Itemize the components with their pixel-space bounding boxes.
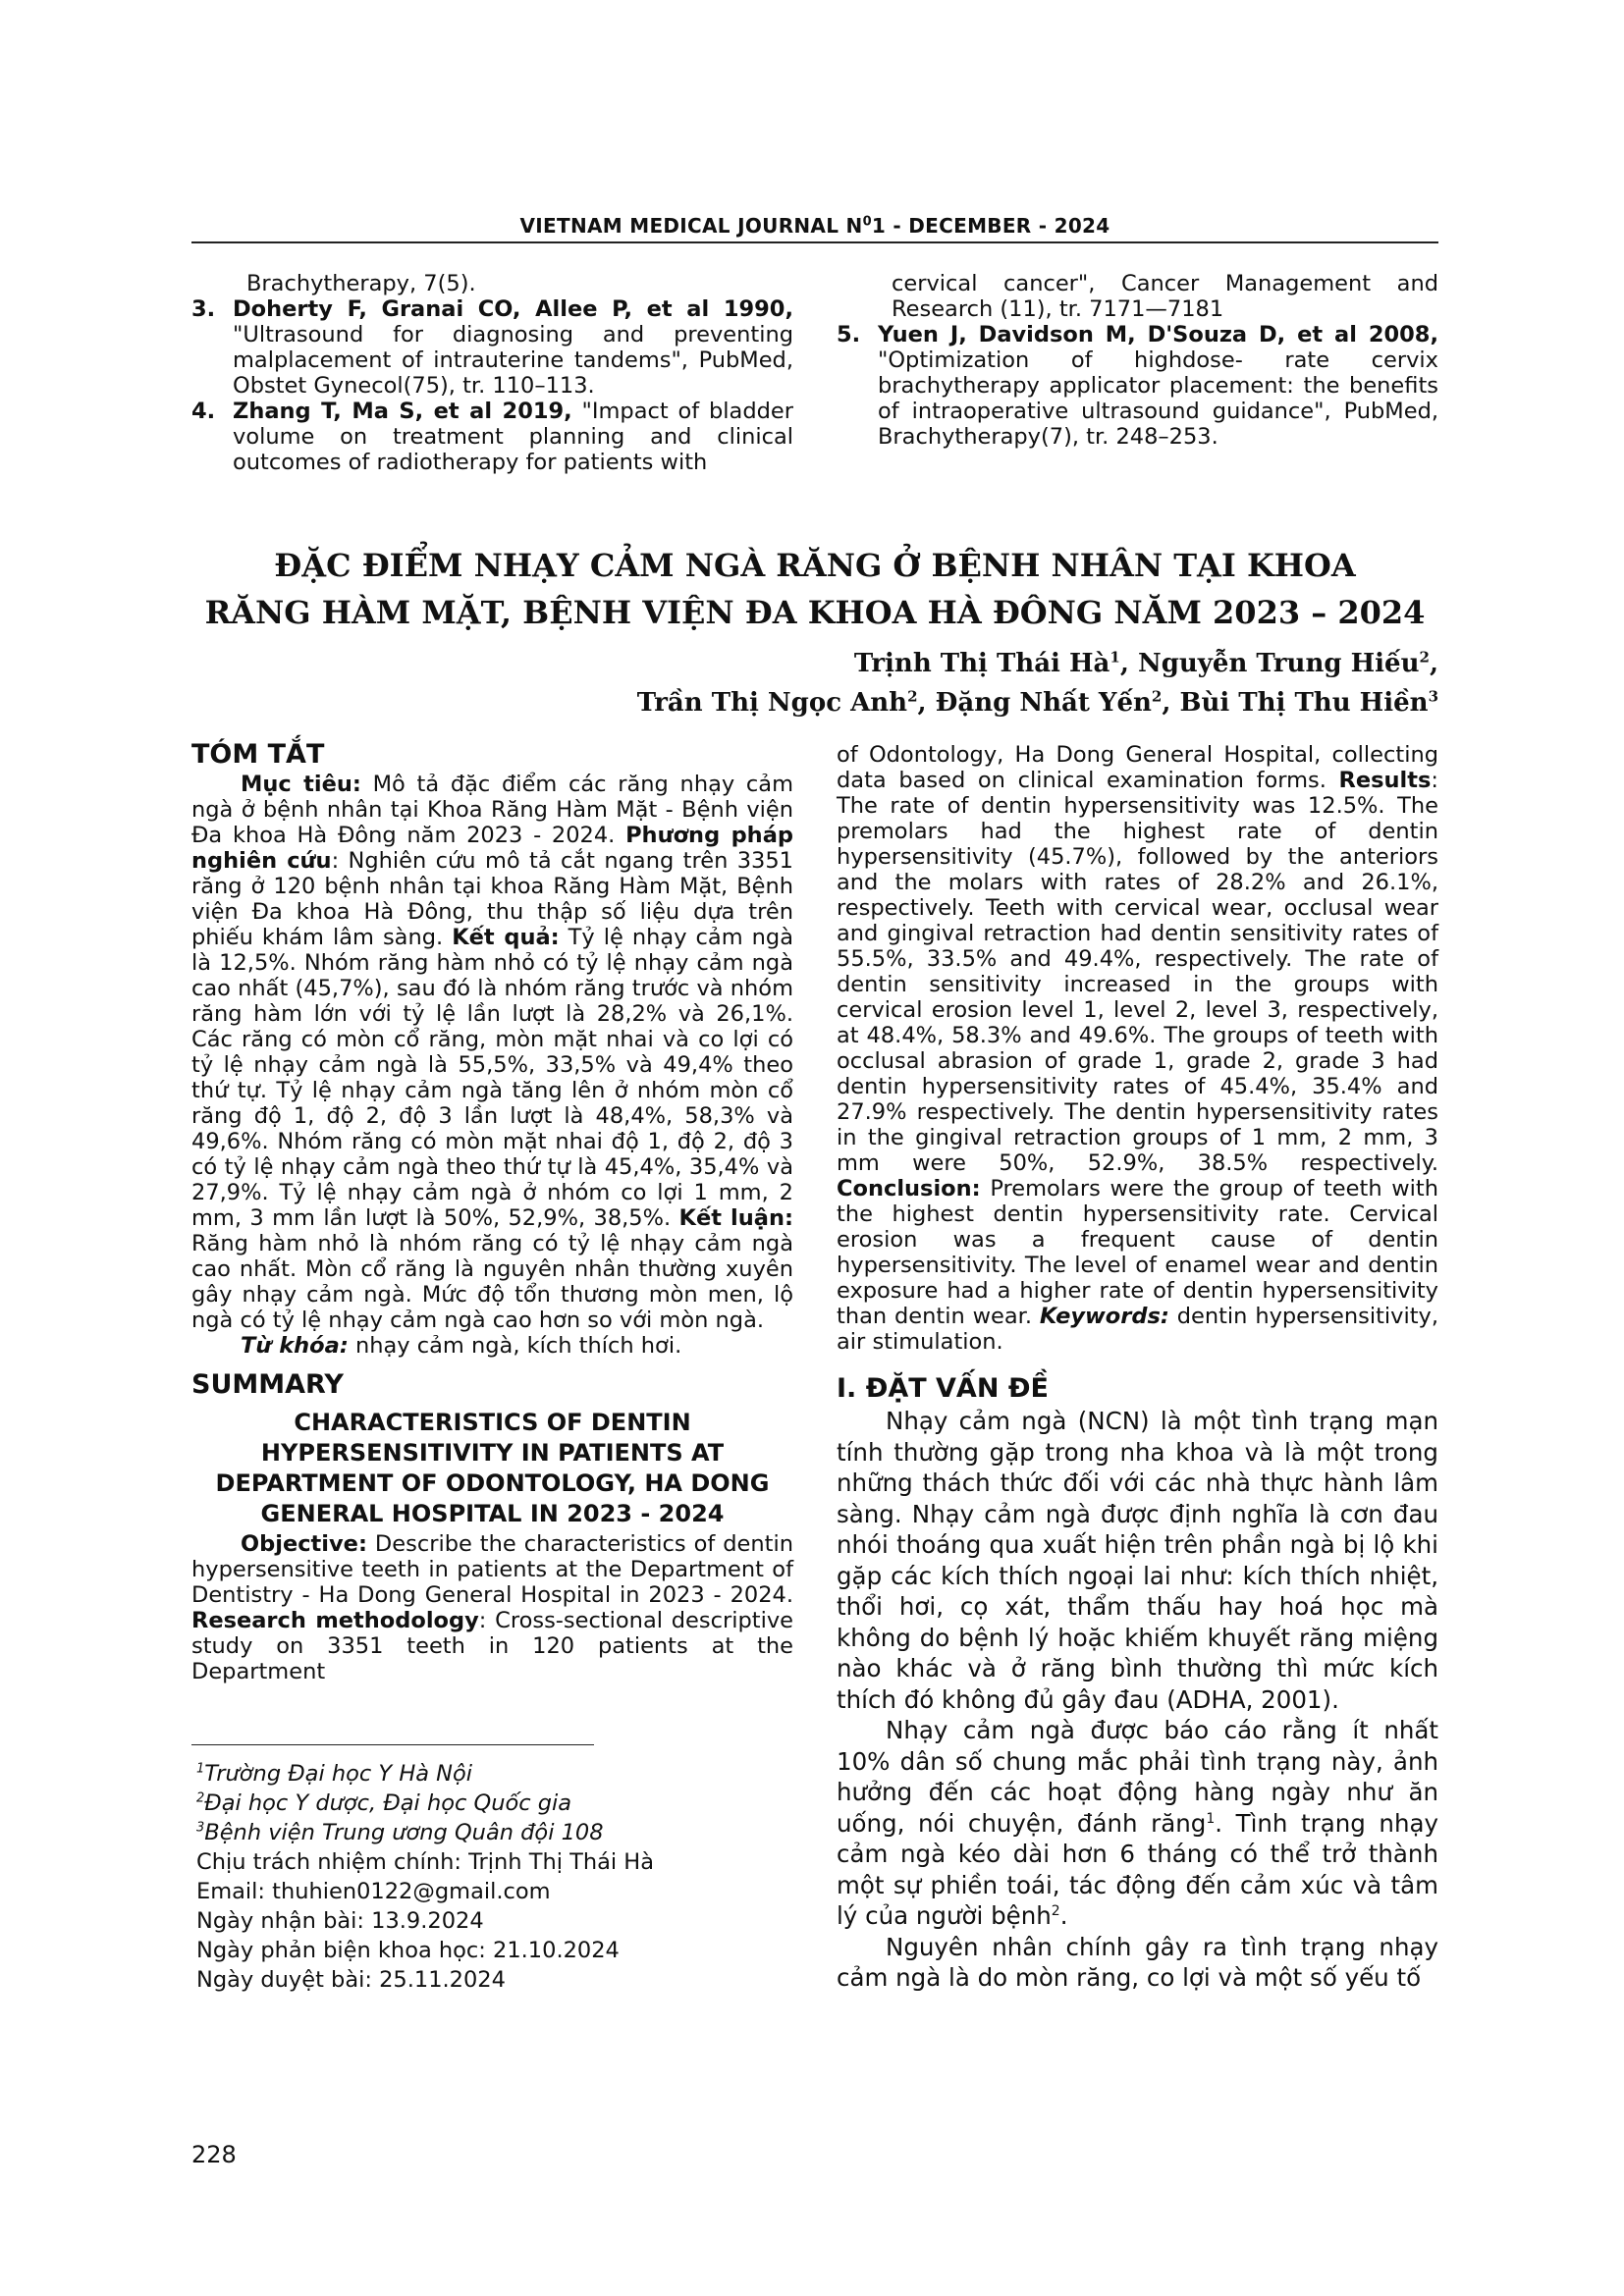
page-number: 228: [191, 2141, 237, 2168]
abstract-en: Objective: Describe the characteristics of dentin hypersensitive teeth in patients at the Department of Dentistry - Ha Dong General Hospital in 2023 - 2024. Research methodology: Cross-sectional descriptive study on 3351 teeth in 120 patients at the Department: [191, 1531, 793, 1684]
summary-title: CHARACTERISTICS OF DENTIN HYPERSENSITIVITY IN PATIENTS AT DEPARTMENT OF ODONTOLOGY, HA DONG GENERAL HOSPITAL IN 2023 - 2024: [215, 1409, 770, 1527]
contact-email: Email: thuhien0122@gmail.com: [196, 1879, 551, 1904]
affiliation: $^3$Bệnh viện Trung ương Quân đội 108: [196, 1820, 604, 1845]
footnote-rule: [191, 1744, 594, 1745]
references-right: [837, 271, 1438, 450]
author-name: Trịnh Thị Thái Hà: [853, 649, 1110, 678]
reference-item: 4. Zhang T, Ma S, et al 2019, "Impact of bladder volume on treatment planning and clinical outcomes of radiotherapy for patients with: [191, 399, 793, 475]
abstract-vi: Mục tiêu: Mô tả đặc điểm các răng nhạy cảm ngà ở bệnh nhân tại Khoa Răng Hàm Mặt - Bệnh viện Đa khoa Hà Đông năm 2023 - 2024. Phương pháp nghiên cứu: Nghiên cứu mô tả cắt ngang trên 3351 răng ở 120 bệnh nhân tại khoa Răng Hàm Mặt, Bệnh viện Đa khoa Hà Đông, thu thập số liệu dựa trên phiếu khám lâm sàng. Kết quả: Tỷ lệ nhạy cảm ngà là 12,5%. Nhóm răng hàm nhỏ có tỷ lệ nhạy cảm ngà cao nhất (45,7%), sau đó là nhóm răng trước và nhóm răng hàm lớn với tỷ lệ lần lượt là 28,2% và 26,1%. Các răng có mòn cổ răng, mòn mặt nhai và co lợi có tỷ lệ nhạy cảm ngà là 55,5%, 33,5% và 49,4% theo thứ tự. Tỷ lệ nhạy cảm ngà tăng lên ở nhóm mòn cổ răng độ 1, độ 2, độ 3 lần lượt là 48,4%, 58,3% và 49,6%. Nhóm răng có mòn mặt nhai độ 1, độ 2, độ 3 có tỷ lệ nhạy cảm ngà theo thứ tự là 45,4%, 35,4% và 27,9%. Tỷ lệ nhạy cảm ngà ở nhóm co lợi 1 mm, 2 mm, 3 mm lần lượt là 50%, 52,9%, 38,5%. Kết luận: Răng hàm nhỏ là nhóm răng có tỷ lệ nhạy cảm ngà cao nhất. Mòn cổ răng là nguyên nhân thường xuyên gây nhạy cảm ngà. Mức độ tổn thương mòn men, lộ ngà có tỷ lệ nhạy cảm ngà cao hơn so với mòn ngà.: [191, 772, 793, 1333]
intro-paragraph: Nguyên nhân chính gây ra tình trạng nhạy cảm ngà là do mòn răng, co lợi và một số yếu tố: [837, 1932, 1438, 1992]
summary-heading: SUMMARY: [191, 1369, 344, 1400]
responsible-author: Chịu trách nhiệm chính: Trịnh Thị Thái Hà: [196, 1849, 655, 1875]
abstract-en-continued: of Odontology, Ha Dong General Hospital, collecting data based on clinical examination forms. Results: The rate of dentin hypersensitivity was 12.5%. The premolars had the highest rate of dentin hypersensitivity (45.7%), followed by the anteriors and the molars with rates of 28.2% and 26.1%, respectively. Teeth with cervical wear, occlusal wear and gingival retraction had dentin sensitivity rates of 55.5%, 33.5% and 49.4%, respectively. The rate of dentin sensitivity increased in the groups with cervical erosion level 1, level 2, level 3, respectively, at 48.4%, 58.3% and 49.6%. The groups of teeth with occlusal abrasion of grade 1, grade 2, grade 3 had dentin hypersensitivity rates of 45.4%, 35.4% and 27.9% respectively. The dentin hypersensitivity rates in the gingival retraction groups of 1 mm, 2 mm, 3 mm were 50%, 52.9%, 38.5% respectively. Conclusion: Premolars were the group of teeth with the highest dentin hypersensitivity rate. Cervical erosion was a frequent cause of dentin hypersensitivity. The level of enamel wear and dentin exposure had a higher rate of dentin hypersensitivity than dentin wear. Keywords: dentin hypersensitivity, air stimulation.: [837, 742, 1439, 1355]
intro-paragraph: Nhạy cảm ngà (NCN) là một tình trạng mạn tính thường gặp trong nha khoa và là một trong những thách thức đối với các nhà thực hành lâm sàng. Nhạy cảm ngà được định nghĩa là cơn đau nhói thoáng qua xuất hiện trên phần ngà bị lộ khi gặp các kích thích ngoại lai như: kích thích nhiệt, thổi hơi, cọ xát, thẩm thấu hay hoá học mà không do bệnh lý hoặc khiếm khuyết răng miệng nào khác và ở răng bình thường thì mức kích thích đó không đủ gây đau (ADHA, 2001).: [837, 1407, 1438, 1714]
author-name: Bùi Thị Thu Hiền: [1179, 688, 1429, 718]
header-rule: [191, 241, 1438, 243]
title-line: RĂNG HÀM MẶT, BỆNH VIỆN ĐA KHOA HÀ ĐÔNG NĂM 2023 – 2024: [204, 594, 1426, 631]
keywords-vi: Từ khóa: nhạy cảm ngà, kích thích hơi.: [241, 1333, 682, 1359]
running-header: VIETNAM MEDICAL JOURNAL $N^01$ - DECEMBER - 2024: [519, 214, 1110, 238]
date-received: Ngày nhận bài: 13.9.2024: [196, 1908, 484, 1934]
reference-item: 5. Yuen J, Davidson M, D'Souza D, et al 2008, "Optimization of highdose- rate cervix brachytherapy applicator placement: the benefits of intraoperative ultrasound guidance", PubMed, Brachytherapy(7), tr. 248–253.: [837, 322, 1438, 450]
reference-continuation: cervical cancer", Cancer Management and Research (11), tr. 7171—7181: [892, 271, 1438, 322]
right-column: [837, 742, 1438, 1994]
date-reviewed: Ngày phản biện khoa học: 21.10.2024: [196, 1938, 620, 1963]
author-list: Trịnh Thị Thái $Hà^1$, Nguyễn Trung Hiếu$^2$, Trần Thị Ngọc Anh$^2$, Đặng Nhất Yến$^2$, Bùi Thị Thu Hiền$^3$: [636, 648, 1438, 718]
affiliation: $^2$Đại học Y dược, Đại học Quốc gia: [196, 1790, 572, 1816]
article-title: [191, 542, 1438, 636]
abstract-heading-vi: TÓM TẮT: [191, 739, 325, 770]
affiliation: $^1$Trường Đại học Y Hà Nội: [196, 1761, 473, 1787]
reference-continuation: Brachytherapy, 7(5).: [246, 271, 476, 296]
author-name: Nguyễn Trung Hiếu: [1137, 649, 1420, 678]
date-approved: Ngày duyệt bài: 25.11.2024: [196, 1967, 506, 1993]
reference-item: 3. Doherty F, Granai CO, Allee P, et al 1990, "Ultrasound for diagnosing and preventing malplacement of intrauterine tandems", PubMed, Obstet Gynecol(75), tr. 110–113.: [191, 296, 793, 399]
intro-paragraph: Nhạy cảm ngà được báo cáo rằng ít nhất 10% dân số chung mắc phải tình trạng này, ảnh hưởng đến các hoạt động hàng ngày như ăn uống, nói chuyện, đánh răng$^1$. Tình trạng nhạy cảm ngà kéo dài hơn 6 tháng có thể trở thành một sự phiền toái, tác động đến cảm xúc và tâm lý của người bệnh$^2$.: [837, 1716, 1438, 1930]
title-line: ĐẶC ĐIỂM NHẠY CẢM NGÀ RĂNG Ở BỆNH NHÂN TẠI KHOA: [274, 547, 1356, 584]
section-heading-introduction: I. ĐẶT VẤN ĐỀ: [837, 1373, 1049, 1404]
references-left: [191, 271, 793, 475]
left-column: [191, 739, 793, 1684]
author-name: Trần Thị Ngọc Anh: [636, 688, 908, 718]
author-name: Đặng Nhất Yến: [935, 688, 1152, 718]
footnotes: [196, 1759, 654, 1995]
